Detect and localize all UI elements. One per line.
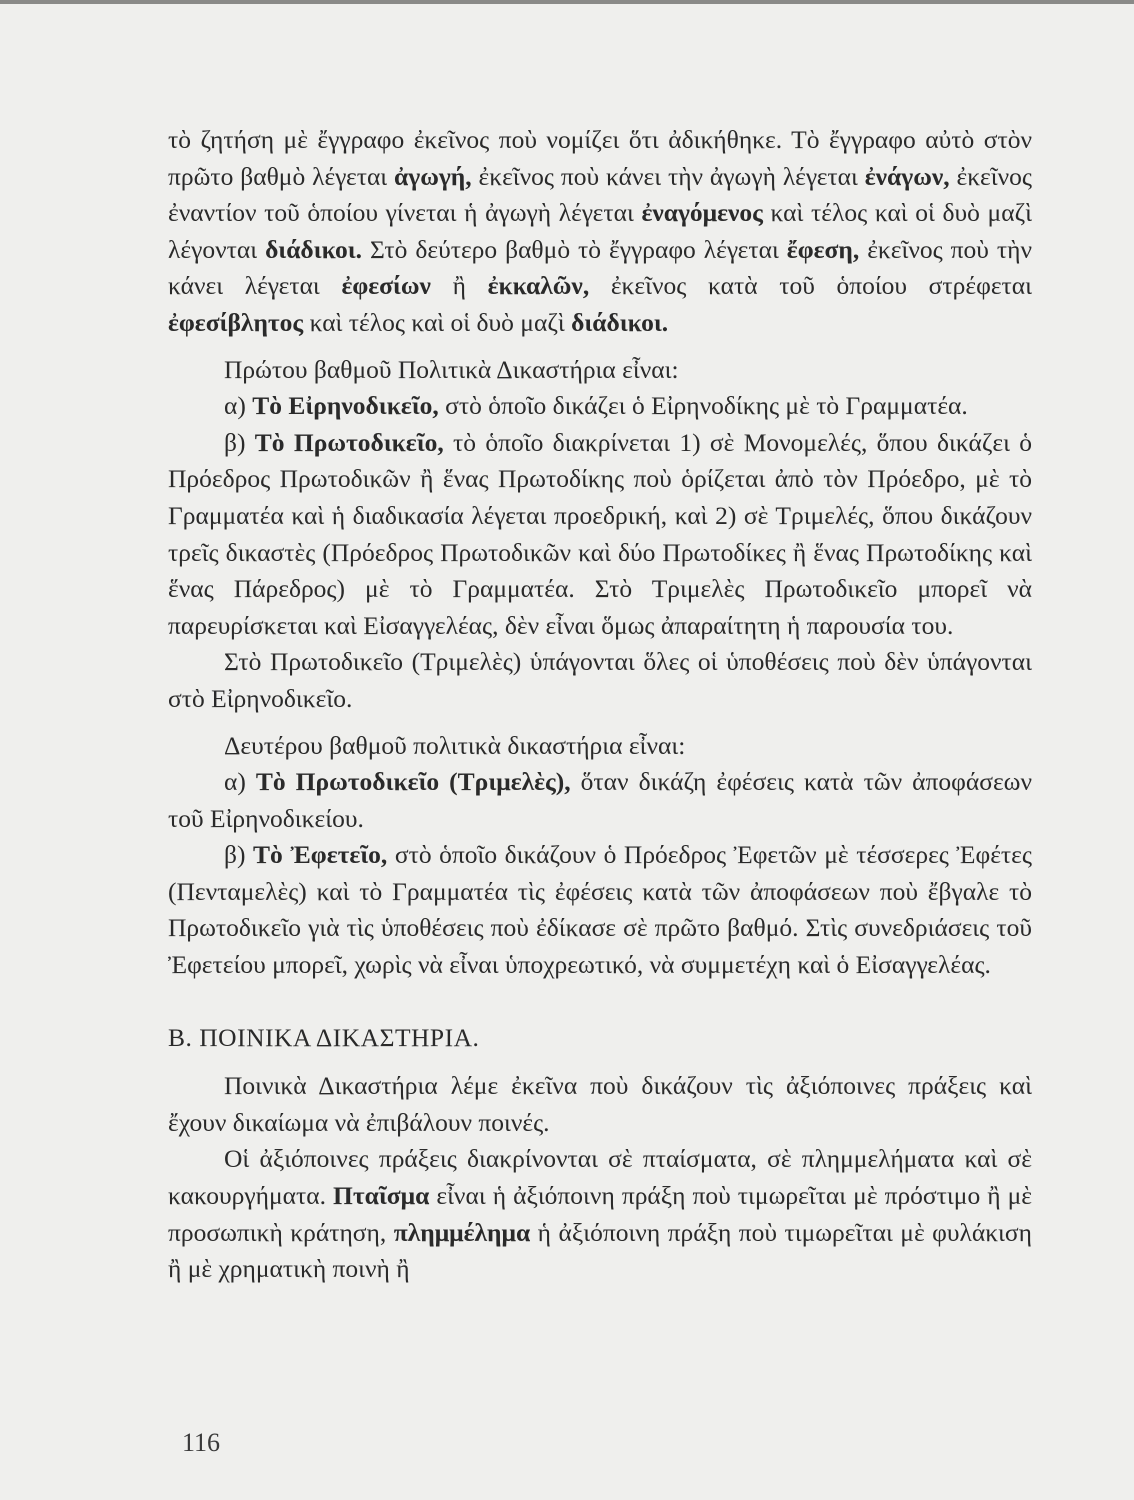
text-run: ἢ xyxy=(430,271,488,301)
text-run: ἡ ἀξιόποινη πράξη ποὺ τιμωρεῖται μὲ φυλάκιση ἢ μὲ χρηματικὴ ποινὴ ἢ xyxy=(168,1217,1032,1284)
text-run: ἐκεῖνος ποὺ κάνει τὴν ἀγωγὴ λέγεται xyxy=(471,161,865,191)
paragraph-p4 xyxy=(168,425,1032,645)
text-run: Στὸ δεύτερο βαθμὸ τὸ ἔγγραφο λέγεται xyxy=(362,234,787,264)
text-run: ἐκεῖνος κατὰ τοῦ ὁποίου στρέφεται xyxy=(589,271,1033,301)
paragraph-p5 xyxy=(168,644,1032,717)
bold-term: Πταῖσμα xyxy=(333,1181,430,1211)
bold-term: πλημμέλημα xyxy=(393,1217,531,1247)
scan-top-edge xyxy=(0,0,1134,4)
text-run: Οἱ ἀξιόποινες πράξεις διακρίνονται σὲ πταίσματα, σὲ πλημμελήματα καὶ σὲ κακουργήματα. xyxy=(168,1144,1032,1211)
bold-term: ἐφεσίων xyxy=(341,271,431,301)
text-run: εἶναι ἡ ἀξιόποινη πράξη ποὺ τιμωρεῖται μὲ πρόστιμο ἢ μὲ προσωπικὴ κράτηση, xyxy=(168,1181,1032,1247)
text-run: β) xyxy=(224,427,255,457)
paragraph-p10 xyxy=(168,1141,1032,1287)
paragraph-p2 xyxy=(168,352,1032,389)
text-run: Ποινικὰ Δικαστήρια λέμε ἐκεῖνα ποὺ δικάζουν τὶς ἀξιόποινες πράξεις καὶ ἔχουν δικαίωμα νὰ ἐπιβάλουν ποινές. xyxy=(168,1071,1032,1137)
bold-term: Τὸ Πρωτοδικεῖο, xyxy=(254,427,444,457)
text-run: στὸ ὁποῖο δικάζουν ὁ Πρόεδρος Ἐφετῶν μὲ τέσσερες Ἐφέτες (Πενταμελὲς) καὶ τὸ Γραμματέα τὶς ἐφέσεις κατὰ τῶν ἀποφάσεων ποὺ ἔβγαλε τὸ Πρωτοδικεῖο γιὰ τὶς ὑποθέσεις ποὺ ἐδίκασε σὲ πρῶτο βαθμό. Στὶς συνεδριάσεις τοῦ Ἐφετείου μπορεῖ, χωρὶς νὰ εἶναι ὑποχρεωτικό, νὰ συμμετέχη καὶ ὁ Εἰσαγγελέας. xyxy=(168,840,1032,980)
bold-term: ἐναγόμενος xyxy=(641,198,763,228)
paragraph-p3 xyxy=(168,388,1032,425)
text-run: Πρώτου βαθμοῦ Πολιτικὰ Δικαστήρια εἶναι: xyxy=(224,354,679,384)
paragraph-p7 xyxy=(168,764,1032,837)
bold-term: Τὸ Ἐφετεῖο, xyxy=(253,840,388,870)
bold-term: ἐφεσίβλητος xyxy=(168,307,304,337)
text-run: Δευτέρου βαθμοῦ πολιτικὰ δικαστήρια εἶναι: xyxy=(224,730,686,760)
text-run: Στὸ Πρωτοδικεῖο (Τριμελὲς) ὑπάγονται ὅλες οἱ ὑποθέσεις ποὺ δὲν ὑπάγονται στὸ Εἰρηνοδικεῖο. xyxy=(168,647,1032,713)
text-run: ἐκεῖνος ποὺ τὴν κάνει λέγεται xyxy=(168,234,1032,301)
criminal-courts-text xyxy=(168,1068,1032,1288)
paragraph-p8 xyxy=(168,837,1032,983)
text-run: καὶ τέλος καὶ οἱ δυὸ μαζὶ λέγονται xyxy=(168,198,1033,264)
paragraph-p6 xyxy=(168,728,1032,765)
civil-courts-text xyxy=(168,122,1032,984)
text-run: β) xyxy=(224,840,254,870)
text-run: ὅταν δικάζη ἐφέσεις κατὰ τῶν ἀποφάσεων τοῦ Εἰρηνοδικείου. xyxy=(168,767,1032,833)
text-run: ἐκεῖνος ἐναντίον τοῦ ὁποίου γίνεται ἡ ἀγωγὴ λέγεται xyxy=(168,161,1032,228)
bold-term: ἀγωγή, xyxy=(394,161,472,191)
bold-term: ἐνάγων, xyxy=(864,161,950,191)
section-heading: Β. ΠΟΙΝΙΚΑ ΔΙΚΑΣΤΗΡΙΑ. xyxy=(168,1022,480,1052)
paragraph-p9 xyxy=(168,1068,1032,1141)
bold-term: διάδικοι. xyxy=(265,234,363,264)
bold-term: διάδικοι. xyxy=(571,307,669,337)
bold-term: Τὸ Πρωτοδικεῖο (Τριμελὲς), xyxy=(255,767,571,797)
text-run: τὸ ζητήση μὲ ἔγγραφο ἐκεῖνος ποὺ νομίζει ὅτι ἀδικήθηκε. Τὸ ἔγγραφο αὐτὸ στὸν πρῶτο βαθμὸ λέγεται xyxy=(168,125,1032,191)
bold-term: ἔφεση, xyxy=(786,234,860,264)
text-run: α) xyxy=(224,767,256,797)
text-run: στὸ ὁποῖο δικάζει ὁ Εἰρηνοδίκης μὲ τὸ Γραμματέα. xyxy=(438,391,968,421)
bold-term: Τὸ Εἰρηνοδικεῖο, xyxy=(252,391,439,421)
page-body xyxy=(168,122,1032,1288)
page-number: 116 xyxy=(182,1428,221,1457)
paragraph-p1 xyxy=(168,122,1032,342)
text-run: α) xyxy=(224,391,253,421)
text-run: τὸ ὁποῖο διακρίνεται 1) σὲ Μονομελές, ὅπου δικάζει ὁ Πρόεδρος Πρωτοδικῶν ἢ ἕνας Πρωτοδίκης ποὺ ὁρίζεται ἀπὸ τὸν Πρόεδρο, μὲ τὸ Γραμματέα καὶ ἡ διαδικασία λέγεται προεδρική, καὶ 2) σὲ Τριμελές, ὅπου δικάζουν τρεῖς δικαστὲς (Πρόεδρος Πρωτοδικῶν καὶ δύο Πρωτοδίκες ἢ ἕνας Πρωτοδίκης καὶ ἕνας Πάρεδρος) μὲ τὸ Γραμματέα. Στὸ Τριμελὲς Πρωτοδικεῖο μπορεῖ νὰ παρευρίσκεται καὶ Εἰσαγγελέας, δὲν εἶναι ὅμως ἀπαραίτητη ἡ παρουσία του. xyxy=(168,427,1033,640)
bold-term: ἐκκαλῶν, xyxy=(487,271,590,301)
text-run: καὶ τέλος καὶ οἱ δυὸ μαζὶ xyxy=(303,307,572,337)
